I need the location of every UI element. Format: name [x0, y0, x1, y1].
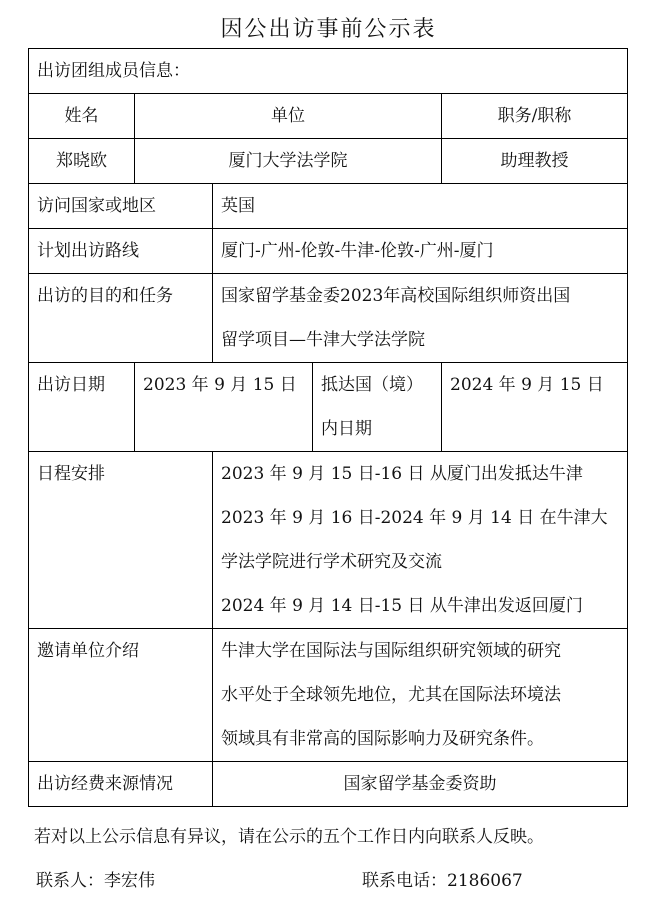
date-value: 2023 年 9 月 15 日	[135, 363, 313, 452]
column-name: 姓名	[29, 94, 135, 139]
schedule-value	[213, 452, 628, 629]
inviter-value	[213, 629, 628, 762]
purpose-label: 出访的目的和任务	[29, 274, 213, 363]
members-header: 出访团组成员信息：	[29, 49, 628, 94]
arrival-label	[313, 363, 442, 452]
page-title: 因公出访事前公示表	[220, 17, 437, 42]
contact-person: 联系人：李宏伟	[36, 871, 155, 891]
member-position: 助理教授	[442, 139, 628, 184]
purpose-line: 留学项目—牛津大学法学院	[221, 330, 425, 350]
purpose-value	[213, 274, 628, 363]
inviter-line: 领域具有非常高的国际影响力及研究条件。	[221, 729, 544, 749]
schedule-line: 2023 年 9 月 16 日-2024 年 9 月 14 日 在牛津大	[221, 508, 608, 528]
schedule-label: 日程安排	[29, 452, 213, 629]
schedule-line: 2023 年 9 月 15 日-16 日 从厦门出发抵达牛津	[221, 464, 583, 484]
objection-note: 若对以上公示信息有异议，请在公示的五个工作日内向联系人反映。	[34, 827, 544, 847]
schedule-line: 2024 年 9 月 14 日-15 日 从牛津出发返回厦门	[221, 596, 583, 616]
column-unit: 单位	[135, 94, 442, 139]
date-label: 出访日期	[29, 363, 135, 452]
route-label: 计划出访路线	[29, 229, 213, 274]
inviter-label: 邀请单位介绍	[29, 629, 213, 762]
column-position: 职务/职称	[442, 94, 628, 139]
arrival-label-line: 抵达国（境）	[321, 375, 423, 395]
contact-phone: 联系电话：2186067	[362, 871, 523, 891]
funding-value: 国家留学基金委资助	[213, 762, 628, 807]
member-unit: 厦门大学法学院	[135, 139, 442, 184]
route-value: 厦门-广州-伦敦-牛津-伦敦-广州-厦门	[213, 229, 628, 274]
inviter-line: 水平处于全球领先地位，尤其在国际法环境法	[221, 685, 561, 705]
disclosure-table	[28, 48, 628, 807]
country-value: 英国	[213, 184, 628, 229]
member-name: 郑晓欧	[29, 139, 135, 184]
country-label: 访问国家或地区	[29, 184, 213, 229]
arrival-value: 2024 年 9 月 15 日	[442, 363, 628, 452]
purpose-line: 国家留学基金委2023年高校国际组织师资出国	[221, 286, 571, 306]
arrival-label-line: 内日期	[321, 419, 372, 439]
schedule-line: 学法学院进行学术研究及交流	[221, 552, 442, 572]
funding-label: 出访经费来源情况	[29, 762, 213, 807]
inviter-line: 牛津大学在国际法与国际组织研究领域的研究	[221, 641, 561, 661]
